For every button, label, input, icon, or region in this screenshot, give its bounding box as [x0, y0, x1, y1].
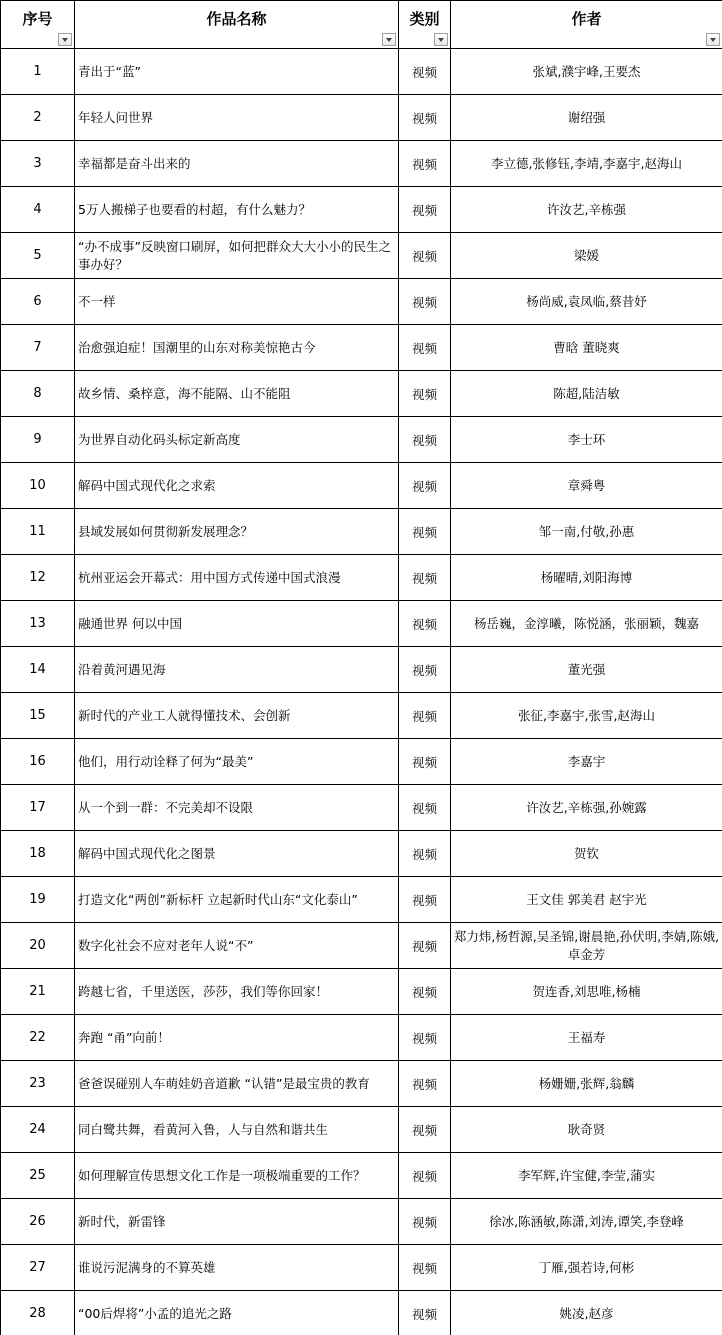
cell-author: 董光强 [451, 647, 722, 693]
cell-category: 视频 [399, 555, 451, 601]
cell-title: 治愈强迫症！国潮里的山东对称美惊艳古今 [75, 325, 399, 371]
table-row [1, 601, 722, 647]
cell-category: 视频 [399, 463, 451, 509]
cell-category: 视频 [399, 601, 451, 647]
cell-author: 耿奇贤 [451, 1107, 722, 1153]
cell-author: 杨尚威,袁凤临,蔡昔妤 [451, 279, 722, 325]
table-row [1, 739, 722, 785]
table-row [1, 1291, 722, 1335]
table-row [1, 187, 722, 233]
cell-author: 王福寿 [451, 1015, 722, 1061]
cell-category: 视频 [399, 785, 451, 831]
cell-title: 融通世界 何以中国 [75, 601, 399, 647]
cell-author: 姚凌,赵彦 [451, 1291, 722, 1335]
cell-category: 视频 [399, 1061, 451, 1107]
cell-author: 李士环 [451, 417, 722, 463]
cell-author: 张斌,濮宇峰,王要杰 [451, 49, 722, 95]
filter-no-button[interactable] [58, 33, 72, 46]
cell-no: 2 [1, 95, 75, 141]
cell-no: 25 [1, 1153, 75, 1199]
cell-category: 视频 [399, 647, 451, 693]
table-row [1, 969, 722, 1015]
cell-category: 视频 [399, 187, 451, 233]
cell-author: 李立德,张修钰,李靖,李嘉宇,赵海山 [451, 141, 722, 187]
table-row [1, 233, 722, 279]
table-row [1, 49, 722, 95]
cell-title: 县域发展如何贯彻新发展理念？ [75, 509, 399, 555]
table-row [1, 785, 722, 831]
table-row [1, 325, 722, 371]
cell-no: 6 [1, 279, 75, 325]
header-category [399, 1, 451, 49]
cell-no: 14 [1, 647, 75, 693]
cell-author: 王文佳 郭美君 赵宇光 [451, 877, 722, 923]
cell-no: 28 [1, 1291, 75, 1335]
table-row [1, 555, 722, 601]
cell-author: 杨岳巍，金淳曦，陈悦涵，张丽颖，魏嘉 [451, 601, 722, 647]
dropdown-filter-icon [386, 38, 392, 42]
cell-no: 19 [1, 877, 75, 923]
cell-category: 视频 [399, 693, 451, 739]
cell-no: 26 [1, 1199, 75, 1245]
cell-category: 视频 [399, 371, 451, 417]
cell-category: 视频 [399, 1199, 451, 1245]
cell-title: 他们，用行动诠释了何为“最美” [75, 739, 399, 785]
cell-title: 新时代，新雷锋 [75, 1199, 399, 1245]
header-title-label: 作品名称 [206, 10, 267, 28]
cell-author: 许汝艺,辛栋强,孙婉露 [451, 785, 722, 831]
cell-title: 故乡情、桑梓意，海不能隔、山不能阻 [75, 371, 399, 417]
cell-title: 解码中国式现代化之求索 [75, 463, 399, 509]
cell-category: 视频 [399, 969, 451, 1015]
cell-author: 杨曜晴,刘阳海博 [451, 555, 722, 601]
cell-category: 视频 [399, 1015, 451, 1061]
cell-author: 曹晗 董晓爽 [451, 325, 722, 371]
filter-author-button[interactable] [706, 33, 720, 46]
cell-no: 20 [1, 923, 75, 969]
cell-no: 11 [1, 509, 75, 555]
filter-title-button[interactable] [382, 33, 396, 46]
cell-author: 李嘉宇 [451, 739, 722, 785]
cell-no: 9 [1, 417, 75, 463]
cell-author: 郑力炜,杨哲源,吴圣锦,谢晨艳,孙伏明,李婧,陈娥,卓金芳 [451, 923, 722, 969]
dropdown-filter-icon [438, 38, 444, 42]
cell-title: “00后焊将”小孟的追光之路 [75, 1291, 399, 1335]
cell-category: 视频 [399, 509, 451, 555]
table-row [1, 1061, 722, 1107]
cell-no: 4 [1, 187, 75, 233]
cell-category: 视频 [399, 141, 451, 187]
cell-no: 27 [1, 1245, 75, 1291]
cell-no: 23 [1, 1061, 75, 1107]
cell-no: 8 [1, 371, 75, 417]
table-row [1, 509, 722, 555]
cell-category: 视频 [399, 923, 451, 969]
cell-category: 视频 [399, 233, 451, 279]
cell-author: 徐冰,陈涵敏,陈潇,刘涛,谭笑,李登峰 [451, 1199, 722, 1245]
cell-title: 解码中国式现代化之图景 [75, 831, 399, 877]
cell-title: 年轻人问世界 [75, 95, 399, 141]
cell-title: 如何理解宣传思想文化工作是一项极端重要的工作？ [75, 1153, 399, 1199]
cell-category: 视频 [399, 1291, 451, 1335]
cell-author: 谢绍强 [451, 95, 722, 141]
cell-no: 7 [1, 325, 75, 371]
cell-no: 22 [1, 1015, 75, 1061]
cell-author: 张征,李嘉宇,张雪,赵海山 [451, 693, 722, 739]
table-row [1, 371, 722, 417]
cell-category: 视频 [399, 1245, 451, 1291]
cell-no: 5 [1, 233, 75, 279]
table-row [1, 279, 722, 325]
header-title [75, 1, 399, 49]
header-no [1, 1, 75, 49]
table-row [1, 141, 722, 187]
header-row [1, 1, 722, 49]
cell-author: 贺钦 [451, 831, 722, 877]
cell-category: 视频 [399, 279, 451, 325]
cell-category: 视频 [399, 739, 451, 785]
cell-title: 从一个到一群：不完美却不设限 [75, 785, 399, 831]
header-category-label: 类别 [409, 10, 440, 28]
header-author [451, 1, 722, 49]
table-row [1, 647, 722, 693]
cell-title: 不一样 [75, 279, 399, 325]
table-row [1, 417, 722, 463]
cell-author: 丁雁,强若诗,何彬 [451, 1245, 722, 1291]
cell-author: 李军辉,许宝健,李莹,蒲实 [451, 1153, 722, 1199]
cell-title: 青出于“蓝” [75, 49, 399, 95]
cell-author: 贺连香,刘思唯,杨楠 [451, 969, 722, 1015]
cell-title: 奔跑 “甬”向前！ [75, 1015, 399, 1061]
cell-title: 同白鹭共舞，看黄河入鲁，人与自然和谐共生 [75, 1107, 399, 1153]
cell-title: 沿着黄河遇见海 [75, 647, 399, 693]
header-no-label: 序号 [22, 10, 53, 28]
table-row [1, 693, 722, 739]
cell-title: 打造文化“两创”新标杆 立起新时代山东“文化泰山” [75, 877, 399, 923]
cell-title: 跨越七省，千里送医，莎莎，我们等你回家！ [75, 969, 399, 1015]
table-row [1, 923, 722, 969]
cell-author: 许汝艺,辛栋强 [451, 187, 722, 233]
cell-no: 21 [1, 969, 75, 1015]
cell-title: 新时代的产业工人就得懂技术、会创新 [75, 693, 399, 739]
dropdown-filter-icon [710, 38, 716, 42]
cell-title: 爸爸误碰别人车萌娃奶音道歉 “认错”是最宝贵的教育 [75, 1061, 399, 1107]
table-row [1, 831, 722, 877]
cell-category: 视频 [399, 1107, 451, 1153]
cell-no: 24 [1, 1107, 75, 1153]
cell-author: 梁媛 [451, 233, 722, 279]
cell-title: 为世界自动化码头标定新高度 [75, 417, 399, 463]
table-row [1, 95, 722, 141]
cell-author: 邹一南,付敬,孙惠 [451, 509, 722, 555]
cell-title: 幸福都是奋斗出来的 [75, 141, 399, 187]
cell-title: 5万人搬梯子也要看的村超，有什么魅力？ [75, 187, 399, 233]
dropdown-filter-icon [62, 38, 68, 42]
cell-title: 谁说污泥满身的不算英雄 [75, 1245, 399, 1291]
cell-no: 16 [1, 739, 75, 785]
table-row [1, 877, 722, 923]
cell-category: 视频 [399, 1153, 451, 1199]
cell-no: 15 [1, 693, 75, 739]
cell-title: “办不成事”反映窗口刷屏，如何把群众大大小小的民生之事办好？ [75, 233, 399, 279]
filter-category-button[interactable] [434, 33, 448, 46]
cell-no: 3 [1, 141, 75, 187]
cell-author: 杨姗姗,张辉,翁麟 [451, 1061, 722, 1107]
cell-author: 陈超,陆洁敏 [451, 371, 722, 417]
cell-no: 10 [1, 463, 75, 509]
table-row [1, 1153, 722, 1199]
cell-no: 18 [1, 831, 75, 877]
table-row [1, 1107, 722, 1153]
table-row [1, 1245, 722, 1291]
table-row [1, 463, 722, 509]
table-row [1, 1015, 722, 1061]
table-row [1, 1199, 722, 1245]
cell-title: 杭州亚运会开幕式：用中国方式传递中国式浪漫 [75, 555, 399, 601]
cell-category: 视频 [399, 417, 451, 463]
cell-category: 视频 [399, 831, 451, 877]
cell-category: 视频 [399, 49, 451, 95]
cell-category: 视频 [399, 325, 451, 371]
cell-no: 17 [1, 785, 75, 831]
cell-no: 13 [1, 601, 75, 647]
cell-title: 数字化社会不应对老年人说“不” [75, 923, 399, 969]
cell-no: 1 [1, 49, 75, 95]
cell-author: 章舜粤 [451, 463, 722, 509]
cell-category: 视频 [399, 95, 451, 141]
cell-category: 视频 [399, 877, 451, 923]
cell-no: 12 [1, 555, 75, 601]
header-author-label: 作者 [571, 10, 602, 28]
